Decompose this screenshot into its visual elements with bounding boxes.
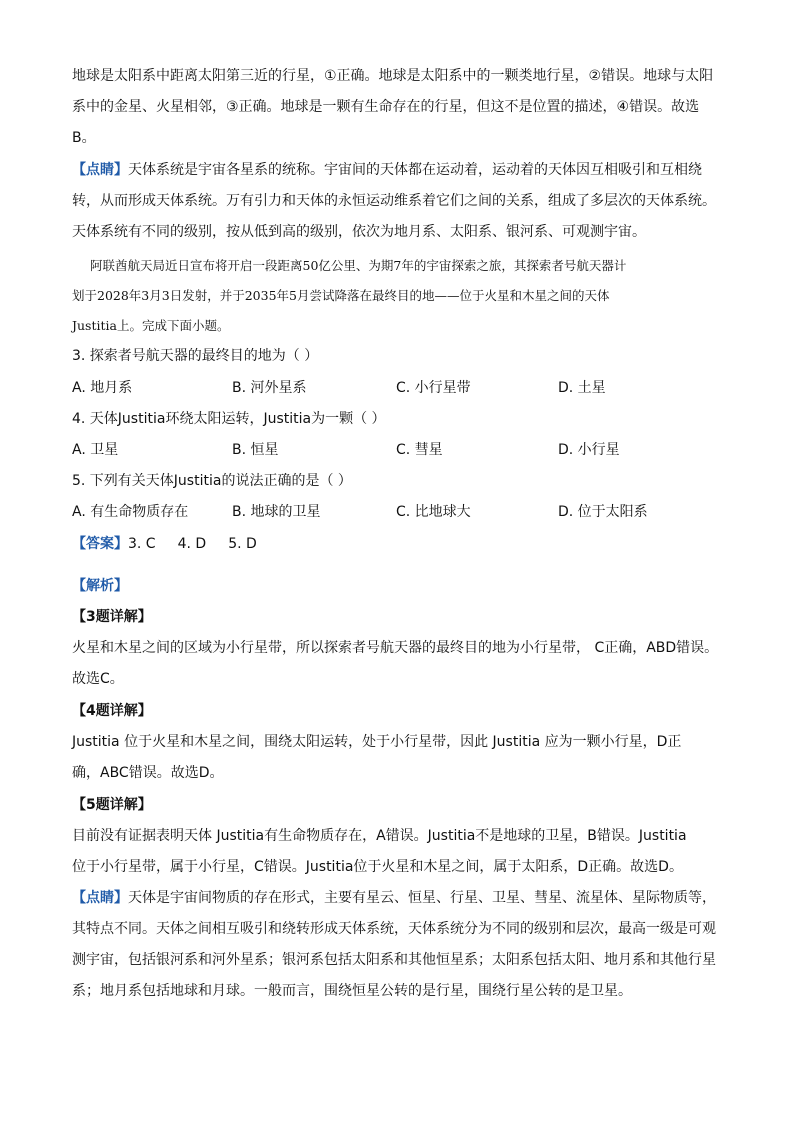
question-3-option-c: C. 小行星带 [396, 380, 471, 396]
note1-text-1: 天体系统是宇宙各星系的统称。宇宙间的天体都在运动着，运动着的天体因互相吸引和互相绕 [128, 162, 702, 178]
question-4-stem: 4. 天体Justitia环绕太阳运转，Justitia为一颗（ ） [72, 411, 386, 427]
note1-line-3: 天体系统有不同的级别，按从低到高的级别，依次为地月系、太阳系、银河系、可观测宇宙。 [72, 224, 646, 240]
passage-line-2: 划于2028年3月3日发射，并于2035年5月尝试降落在最终目的地——位于火星和木星之间的天体 [72, 288, 610, 303]
note2-line-2: 其特点不同。天体之间相互吸引和绕转形成天体系统，天体系统分为不同的级别和层次，最高一级是可观 [72, 921, 716, 937]
intro-line-3: B。 [72, 130, 96, 146]
detail-5-line-1: 目前没有证据表明天体 Justitia有生命物质存在，A错误。Justitia不是地球的卫星，B错误。Justitia [72, 828, 687, 844]
question-5-option-c: C. 比地球大 [396, 504, 471, 520]
question-4-option-d: D. 小行星 [558, 442, 620, 458]
answer-line [72, 534, 724, 554]
question-4-option-c: C. 彗星 [396, 442, 443, 458]
note1-line-1 [72, 160, 724, 180]
note1-line-2: 转，从而形成天体系统。万有引力和天体的永恒运动维系着它们之间的关系，组成了多层次的天体系统。 [72, 193, 716, 209]
passage-line-1: 阿联酋航天局近日宣布将开启一段距离50亿公里、为期7年的宇宙探索之旅，其探索者号航天器计 [90, 258, 627, 273]
detail-4-title: 【4题详解】 [72, 703, 152, 719]
detail-5-title: 【5题详解】 [72, 797, 152, 813]
detail-4-line-2: 确，ABC错误。故选D。 [72, 765, 224, 781]
question-3-option-a: A. 地月系 [72, 380, 133, 396]
detail-4-line-1: Justitia 位于火星和木星之间，围绕太阳运转，处于小行星带，因此 Justitia 应为一颗小行星，D正 [72, 734, 682, 750]
answer-item-5: 5. D [228, 536, 257, 552]
intro-line-1: 地球是太阳系中距离太阳第三近的行星，①正确。地球是太阳系中的一颗类地行星，②错误。地球与太阳 [72, 68, 714, 84]
note2-line-4: 系；地月系包括地球和月球。一般而言，围绕恒星公转的是行星，围绕行星公转的是卫星。 [72, 983, 632, 999]
question-4-option-a: A. 卫星 [72, 442, 119, 458]
answer-item-4: 4. D [177, 536, 207, 552]
question-5-option-a: A. 有生命物质存在 [72, 504, 189, 520]
question-3-option-b: B. 河外星系 [232, 380, 307, 396]
note1-tag: 【点睛】 [72, 162, 128, 178]
passage-line-3: Justitia上。完成下面小题。 [72, 318, 230, 333]
note2-tag: 【点睛】 [72, 890, 128, 906]
question-5-option-b: B. 地球的卫星 [232, 504, 321, 520]
note2-text-1: 天体是宇宙间物质的存在形式，主要有星云、恒星、行星、卫星、彗星、流星体、星际物质等， [128, 890, 716, 906]
detail-3-line-2: 故选C。 [72, 671, 124, 687]
analysis-title: 【解析】 [72, 578, 128, 594]
detail-3-title: 【3题详解】 [72, 609, 152, 625]
question-3-stem: 3. 探索者号航天器的最终目的地为（ ） [72, 348, 319, 364]
detail-5-line-2: 位于小行星带，属于小行星，C错误。Justitia位于火星和木星之间，属于太阳系，D正确。故选D。 [72, 859, 683, 875]
question-3-option-d: D. 土星 [558, 380, 606, 396]
question-5-option-d: D. 位于太阳系 [558, 504, 648, 520]
note2-line-3: 测宇宙，包括银河系和河外星系；银河系包括太阳系和其他恒星系；太阳系包括太阳、地月系和其他行星 [72, 952, 716, 968]
answer-tag: 【答案】 [72, 536, 128, 552]
question-4-option-b: B. 恒星 [232, 442, 279, 458]
note2-line-1 [72, 888, 724, 908]
detail-3-line-1: 火星和木星之间的区域为小行星带，所以探索者号航天器的最终目的地为小行星带， C正确，ABD错误。 [72, 640, 719, 656]
intro-line-2: 系中的金星、火星相邻，③正确。地球是一颗有生命存在的行星，但这不是位置的描述，④错误。故选 [72, 99, 700, 115]
answer-item-3: 3. C [128, 536, 156, 552]
question-5-stem: 5. 下列有关天体Justitia的说法正确的是（ ） [72, 473, 352, 489]
